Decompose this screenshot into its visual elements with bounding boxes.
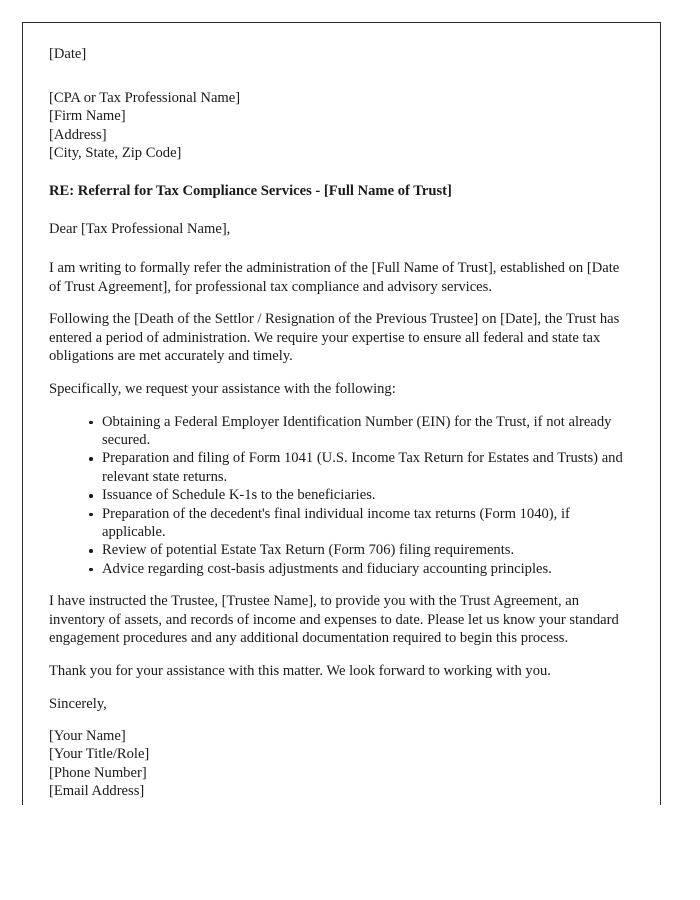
closing-paragraph-1: I have instructed the Trustee, [Trustee Name], to provide you with the Trust Agreement, an inventory of assets, and records of income and expenses to date. Please let us know your standard engagement procedures and any additional documentation required to begin this process. bbox=[49, 593, 619, 647]
list-item: Advice regarding cost-basis adjustments and fiduciary accounting principles. bbox=[89, 560, 633, 578]
closing-paragraph-2: Thank you for your assistance with this matter. We look forward to working with you. bbox=[49, 663, 551, 680]
subject-line: RE: Referral for Tax Compliance Services - [Full Name of Trust] bbox=[49, 183, 452, 200]
body-paragraph-1: I am writing to formally refer the administration of the [Full Name of Trust], established on [Date of Trust Agreement], for professional tax compliance and advisory services. bbox=[49, 260, 620, 295]
salutation: Dear [Tax Professional Name], bbox=[49, 221, 231, 238]
spacer bbox=[49, 399, 633, 413]
list-item: Review of potential Estate Tax Return (Form 706) filing requirements. bbox=[89, 541, 633, 559]
signer-phone: [Phone Number] bbox=[49, 764, 147, 781]
letter-body bbox=[49, 45, 633, 800]
letter-page bbox=[22, 22, 661, 805]
spacer bbox=[49, 296, 633, 310]
spacer bbox=[49, 713, 633, 727]
recipient-firm: [Firm Name] bbox=[49, 108, 126, 125]
spacer bbox=[49, 578, 633, 592]
list-item: Preparation and filing of Form 1041 (U.S. Income Tax Return for Estates and Trusts) and relevant state returns. bbox=[89, 449, 633, 486]
recipient-address: [Address] bbox=[49, 126, 107, 143]
body-paragraph-3: Specifically, we request your assistance with the following: bbox=[49, 380, 396, 397]
signer-name: [Your Name] bbox=[49, 728, 126, 745]
signature-block bbox=[49, 727, 633, 800]
body-paragraph-2: Following the [Death of the Settlor / Resignation of the Previous Trustee] on [Date], the Trust has entered a period of administration. We require your expertise to ensure all federal and state tax obligations are met accurately and timely. bbox=[49, 311, 620, 365]
sign-off: Sincerely, bbox=[49, 695, 107, 712]
spacer bbox=[49, 681, 633, 695]
date-placeholder: [Date] bbox=[49, 46, 87, 62]
spacer bbox=[49, 63, 633, 89]
signer-title: [Your Title/Role] bbox=[49, 746, 150, 763]
list-item: Preparation of the decedent's final individual income tax returns (Form 1040), if applicable. bbox=[89, 505, 633, 542]
spacer bbox=[49, 366, 633, 380]
requested-services-list bbox=[49, 413, 633, 579]
signer-email: [Email Address] bbox=[49, 782, 145, 799]
spacer bbox=[49, 162, 633, 182]
recipient-city-state-zip: [City, State, Zip Code] bbox=[49, 144, 182, 161]
list-item: Obtaining a Federal Employer Identification Number (EIN) for the Trust, if not already secured. bbox=[89, 413, 633, 450]
list-item: Issuance of Schedule K-1s to the beneficiaries. bbox=[89, 486, 633, 504]
recipient-name: [CPA or Tax Professional Name] bbox=[49, 90, 241, 107]
spacer bbox=[49, 239, 633, 259]
spacer bbox=[49, 648, 633, 662]
recipient-address-block bbox=[49, 89, 633, 162]
spacer bbox=[49, 200, 633, 220]
